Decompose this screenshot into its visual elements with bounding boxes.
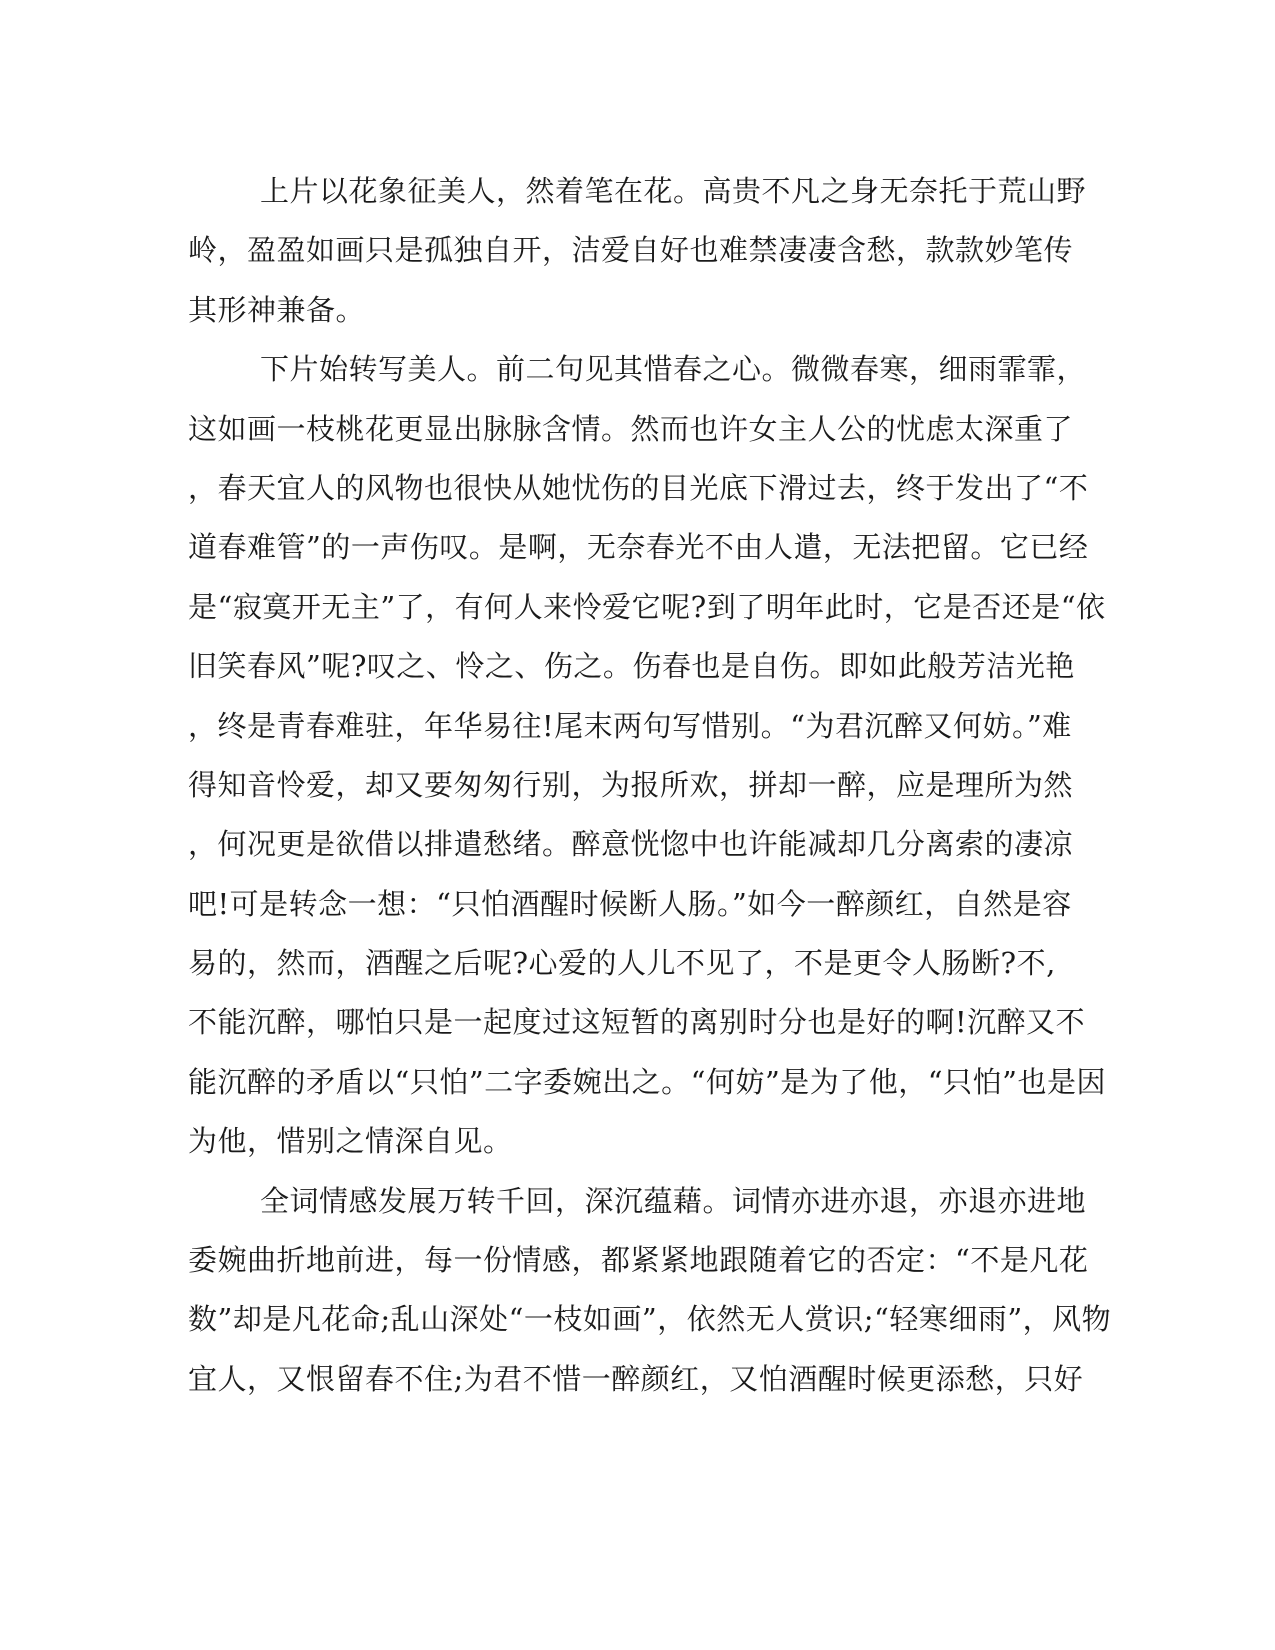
text-line: ，春天宜人的风物也很快从她忧伤的目光底下滑过去，终于发出了“不 (188, 470, 1089, 505)
text-line: 不能沉醉，哪怕只是一起度过这短暂的离别时分也是好的啊!沉醉又不 (188, 1005, 1086, 1040)
text-line: 得知音怜爱，却又要匆匆行别，为报所欢，拼却一醉，应是理所为然 (188, 767, 1074, 802)
text-line: 这如画一枝桃花更显出脉脉含情。然而也许女主人公的忧虑太深重了 (188, 411, 1074, 446)
text-line: 其形神兼备。 (188, 292, 366, 327)
text-line: 上片以花象征美人，然着笔在花。高贵不凡之身无奈托于荒山野 (260, 174, 1087, 208)
text-line: 道春难管”的一声伤叹。是啊，无奈春光不由人遣，无法把留。它已经 (188, 530, 1089, 565)
text-line: 委婉曲折地前进，每一份情感，都紧紧地跟随着它的否定：“不是凡花 (188, 1243, 1089, 1278)
text-line: 吧!可是转念一想：“只怕酒醒时候断人肠。”如今一醉颜红，自然是容 (188, 886, 1072, 921)
text-line: 能沉醉的矛盾以“只怕”二字委婉出之。“何妨”是为了他，“只怕”也是因 (188, 1064, 1106, 1099)
text-line: 岭，盈盈如画只是孤独自开，洁爱自好也难禁凄凄含愁，款款妙笔传 (188, 233, 1074, 268)
body-text (188, 162, 1112, 1409)
text-line: 是“寂寞开无主”了，有何人来怜爱它呢?到了明年此时，它是否还是“依 (188, 589, 1106, 624)
text-line: 旧笑春风”呢?叹之、怜之、伤之。伤春也是自伤。即如此般芳洁光艳 (188, 649, 1075, 684)
text-line: 易的，然而，酒醒之后呢?心爱的人儿不见了，不是更令人肠断?不, (188, 946, 1056, 981)
text-line: ，终是青春难驻，年华易往!尾末两句写惜别。“为君沉醉又何妨。”难 (188, 708, 1072, 743)
paragraph-3 (188, 1172, 1112, 1410)
text-line: ，何况更是欲借以排遣愁绪。醉意恍惚中也许能减却几分离索的凄凉 (188, 827, 1074, 862)
text-line: 全词情感发展万转千回，深沉蕴藉。词情亦进亦退，亦退亦进地 (260, 1183, 1087, 1218)
text-line: 下片始转写美人。前二句见其惜春之心。微微春寒，细雨霏霏， (260, 352, 1087, 387)
paragraph-2 (188, 340, 1106, 1171)
paragraph-1 (188, 162, 1087, 340)
text-line: 为他，惜别之情深自见。 (188, 1124, 513, 1159)
text-line: 数”却是凡花命;乱山深处“一枝如画”，依然无人赏识;“轻寒细雨”，风物 (188, 1302, 1112, 1337)
text-line: 宜人，又恨留春不住;为君不惜一醉颜红，又怕酒醒时候更添愁，只好 (188, 1361, 1084, 1396)
